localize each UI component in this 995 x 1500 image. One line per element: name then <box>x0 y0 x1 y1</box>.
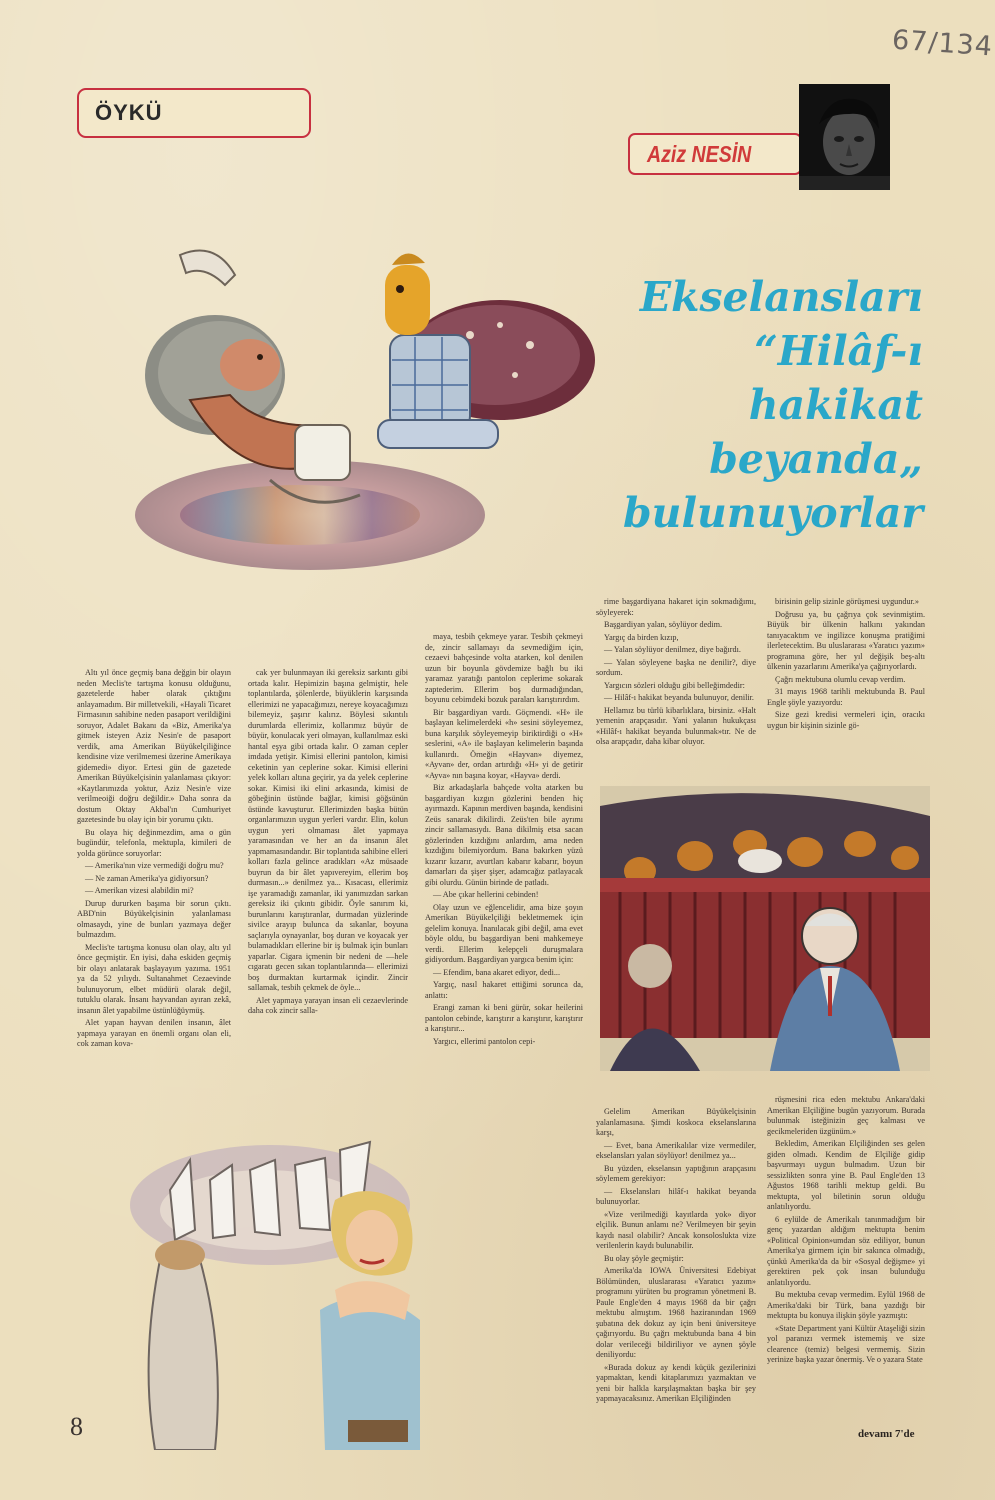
column-4b-paragraph: Amerika'da IOWA Üniversitesi Edebiyat Bölümünden, uluslararası «Yaratıcı yazım» programını yürüten bu programın yönetmeni B. Paule Engle'den 4 mayıs 1968 da bir çağrı mektubu almıştım. 1968 haziranından 1969 şubatına dek dokuz ay için beni üniversiteye çağırıyordu. Bu çağrı mektubunda bana 4 bin dolar verileceği bildiriliyor ve aynen şöyle deniliyordu: <box>596 1266 756 1359</box>
article-column-5-bottom <box>767 1095 925 1420</box>
caveman-and-patron-illustration <box>120 225 620 590</box>
column-3-paragraph: Yargıç, nasıl hakaret ettiğimi sorunca da, anlattı: <box>425 980 583 1000</box>
column-5-paragraph: 31 mayıs 1968 tarihli mektubunda B. Paul Engle şöyle yazıyordu: <box>767 687 925 707</box>
column-5-paragraph: Çağrı mektubuna olumlu cevap verdim. <box>775 674 906 684</box>
column-5b-paragraph: rüşmesini rica eden mektubu Ankara'daki Amerikan Elçiliğine bugün yazıyorum. Burada bulunmak isteğinizin geç kalması ve gecikmeleriden üzgünüm.» <box>767 1095 925 1136</box>
column-5b-paragraph: Bu mektuba cevap vermedim. Eylül 1968 de Amerika'daki bir Türk, bana yazdığı bir mektupta bu konuya ilişkin şöyle yazmıştı: <box>767 1290 925 1320</box>
column-3-paragraph: Biz arkadaşlarla bahçede volta atarken bu başgardiyan kızgın gözlerini benden hiç ayırmazdı. Kapının merdiven başında, kendisini Zeüs sanarak dikilirdi. Zeüs'ten bile ayrımı zincir sallamasıydı. Bana dikilmiş etsa sacan gözlerinden kızdığını anlardım, ama neden kızdığını bilemiyordum. Bana bakırken yüzü kızarır kızarır, avurtları kabarır kabarır, boyun damarları da şişer şişer, adamcağız patlayacak gibi olurdu. Günün birinde de patladı. <box>425 783 583 887</box>
column-4b-paragraph: — Ekselansları hilâf-ı hakikat beyanda bulunuyorlar. <box>596 1186 756 1206</box>
column-2-paragraph: Alet yapmaya yarayan insan eli cezaevlerinde daha cok zincir salla- <box>248 995 408 1015</box>
column-4-paragraph: — Hilâf-ı hakikat beyanda bulunuyor, denilir. <box>604 693 754 702</box>
column-3-paragraph: — Abe çıkar hellerini cebinden! <box>433 890 539 899</box>
article-column-1 <box>77 668 231 1102</box>
speech-bubble-illustration <box>120 1120 440 1450</box>
article-column-4-top <box>596 597 756 777</box>
column-1-paragraph: Durup dururken başıma bir sorun çıktı. ABD'nin Büyükelçisinin yalanlaması olmasaydı, yine de bunları yazmaya değer bulmazdım. <box>77 898 231 939</box>
column-4-paragraph: Hellamız bu türlü kibarlıklara, birsiniz. «Halt yemenin arapçasıdır. Yani yalanın hukukçası «Hilâf-ı hakikat beyanda bulunmak»tır. Ne de olsa arapçadır, daha kibar oluyor. <box>596 705 756 746</box>
author-photo <box>799 84 890 190</box>
column-5-paragraph: birisinin gelip sizinle görüşmesi uygundur.» <box>775 597 919 606</box>
article-column-2 <box>248 668 408 1102</box>
column-4-paragraph: Yargıcın sözleri olduğu gibi belleğimdedir: <box>604 680 745 690</box>
column-4b-paragraph: Bu olay şöyle geçmiştir: <box>604 1253 684 1263</box>
column-5b-paragraph: 6 eylülde de Amerikalı tanınmadığım bir genç yazardan aldığım mektupta benim «Political Opinion»umdan söz ediliyor, bunun Amerika'ya girmem için bir sakınca olmadığı, çünkü Amerika'da da bir «Sosyal değişme» yi gerektiren pek çok insan bulunduğu anlatılıyordu. <box>767 1214 925 1287</box>
column-1-paragraph: Altı yıl önce geçmiş bana değgin bir olayın neden Meclis'te tartışma konusu olduğunu, gazetelerde haber olarak çıktığını anlayamadım. Bir milletvekili, «Hayali Ticaret Firmasının sahibine neden pasaport verildiğini soruyor, Adalet Bakanı da «Biz, Amerika'ya gitmek isteyen Aziz Nesin'e de pasaport verdik, ama Amerikan Büyükelçiliğince kendisine vize verilmemesi üzerine Amerikaya gidemedi» diyor. Ertesi gün de gazetede Amerikan Büyükelçisinin yalanlaması çıkıyor: «Kaytlarımızda yoktur, Aziz Nesin'e vize verilmeoiği doğru değildir.» Daha sonra da dostum Oktay Akbal'ın Cumhuriyet gazetesinde bu olay için bir yorumu çıktı. <box>77 668 231 824</box>
handwritten-annotation: 67/134 <box>891 24 994 63</box>
column-4-paragraph: Yargıç da birden kızıp, <box>604 632 679 642</box>
section-label: ÖYKÜ <box>95 100 163 125</box>
column-1-paragraph: Bu olaya hiç değinmezdim, ama o gün bugündür, telefonla, mektupla, kimileri de yolda görünce soruyorlar: <box>77 827 231 858</box>
column-4b-paragraph: Bu yüzden, ekselansın yaptığının arapçasını söylemem gerekiyor: <box>596 1163 756 1183</box>
column-3-paragraph: Erangi zaman ki beni gürür, sokar heilerini pantolon cebinde, karıştırır a karıştırır, karıştırır a karıştırır... <box>425 1003 583 1033</box>
column-4b-paragraph: «Burada dokuz ay kendi küçük gezilerinizi yapmaktan, kendi kitaplarımızı yazmaktan ve yeni bir halkla karşılaşmaktan başka bir şey yapmayacaksınız. Amerikan Elçiliğinden <box>596 1362 756 1403</box>
article-column-5-top <box>767 597 925 777</box>
headline-line-5: bulunuyorlar <box>623 489 923 537</box>
column-4-paragraph: Başgardiyan yalan, söylüyor dedim. <box>604 620 723 629</box>
headline <box>593 270 923 540</box>
column-1-paragraph: — Amerika'nın vize vermediği doğru mu? <box>85 861 224 870</box>
column-4-paragraph: — Yalan söylüyor denilmez, diye bağırdı. <box>604 645 741 654</box>
column-4-paragraph: rime başgardiyana hakaret için sokmadığımı, söyleyerek: <box>596 597 756 617</box>
column-5-paragraph: Size gezi kredisi vermeleri için, oracıkı uygun bir kişinin sizinle gö- <box>767 710 925 730</box>
article-column-3 <box>425 632 583 1136</box>
column-1-paragraph: Alet yapan hayvan denilen insanın, âlet yapmaya yarayan en önemli organı olan eli, cok zaman kova- <box>77 1018 231 1048</box>
column-3-paragraph: Olay uzun ve eğlencelidir, ama bize şoyın Amerikan Büyükelçiliği bekletmemek için gelelim konuya. İnanılacak gibi değil, ama evet böyle oldu, bu başgardiyan beni mahkemeye verdi. Ellerim kelepçeli duruşmalara gidiyordum. Başgardiyan yargıca benim için: <box>425 902 583 964</box>
headline-line-1: Ekselansları <box>639 273 923 321</box>
headline-line-4: beyanda„ <box>709 435 923 483</box>
article-column-4-bottom <box>596 1107 756 1447</box>
column-4-paragraph: — Yalan söyleyene başka ne denilir?, diye sordum. <box>596 657 756 677</box>
column-5b-paragraph: Bekledim, Amerikan Elçiliğinden ses gelen giden olmadı. Kendim de Elçiliğe gidip başvurmayı uygun bulmadım. Uzun bir sessizlikten sonra yine B. Paul Engle'den 13 Ağustos 1968 tarihli mektup geldi. Bu mektupta, yol biletinin sorun olduğu anlatılıyordu. <box>767 1139 925 1211</box>
page-number: 8 <box>70 1412 83 1441</box>
column-3-paragraph: — Efendim, bana akaret ediyor, dedi... <box>433 967 560 977</box>
headline-line-3: hakikat <box>748 381 923 429</box>
author-name: Aziz NESİN <box>647 141 752 167</box>
curtain-crowd-illustration <box>600 786 930 1071</box>
column-4b-paragraph: — Evet, bana Amerikalılar vize vermediler, ekselansları yalan söylüyor! denilmez ya... <box>596 1140 756 1160</box>
column-3-paragraph: Bir başgardiyan vardı. Göçmendi. «H» ile başlayan kelimelerdeki «h» sesini söyleyemez, buna karşılık söyleyemeyip biriktirdiği o «H» seslerini, «A» ile başlayan kelimelerin başında kullanırdı. Örneğin «Hayvan» diyemez, «Ayvan» der, ordan artırdığı «H» yi de getirir «Ayva» nın başına koyar, «Hayva» derdi. <box>425 707 583 780</box>
column-1-paragraph: — Ne zaman Amerika'ya gidiyorsun? <box>85 873 209 883</box>
column-3-paragraph: Yargıcı, ellerimi pantolon cepi- <box>433 1036 536 1046</box>
continued-note: devamı 7'de <box>858 1428 915 1440</box>
column-5b-paragraph: «State Department yani Kültür Ataşeliği sizin yol paranızı vermek istememiş ve size clearence (temiz) belgesi vermemiş. Sizin yerinize başka yazar önermiş. Ve o yazara State <box>767 1323 925 1364</box>
column-4b-paragraph: «Vize verilmediği kayıtlarda yok» diyor elçilik. Bunun anlamı ne? Verilmeyen bir şeyin kaydı nasıl olabilir? Ancak konsoloslukta vize verilenlerin kaydı bulunabilir. <box>596 1209 756 1250</box>
section-label-box <box>77 88 311 138</box>
column-1-paragraph: Meclis'te tartışma konusu olan olay, altı yıl önce geçmiştir. En iyisi, daha eskiden geçmiş bir olayı anlatarak başlayayım yazıma. 1951 ya da 52 yılıydı. Sultanahmet Cezaevinde bulunuyorum, elbet müdürü olarak değil, tutuklu olarak. İnsanı hayvandan ayıran zekâ, insanın âlet yapabilme üstünlüğüymüş. <box>77 942 231 1015</box>
column-3-paragraph: maya, tesbih çekmeye yarar. Tesbih çekmeyi de, zincir sallamayı da sevmediğim için, cezaevi bahçesinde volta atarken, kol denilen uzun bir boyunla gövdemize bağlı bu iki yaramaz yaratığı pantolon ceplerime sokarak zaptederim. Ellerim boş durmadığından, boyunu cebimdeki bozuk paraları karıştırırdım. <box>425 632 583 704</box>
author-box <box>628 133 802 175</box>
column-5-paragraph: Doğrusu ya, bu çağrıya çok sevinmiştim. Büyük bir ülkenin halkını yakından tanıyacaktım ve ingilizce konuşma pratiğimi ilerletecektim. Bu uluslararası «Yaratıcı yazım» programına göre, her yıl değişik beş-altı ülkenin yazarlarını Amerika'ya çağırıyorlardı. <box>767 609 925 671</box>
column-1-paragraph: — Amerikan vizesi alabildin mi? <box>85 886 194 895</box>
column-2-paragraph: cak yer bulunmayan iki gereksiz sarkıntı gibi ortada kalır. Hepimizin başına gelmiştir, hele toplantılarda, şölenlerde, büyüklerin karşısında ellerimizi ne yapacağımızı, nereye koyacağımızı bilemeyiz, şaşırır kalırız. Böylesi sıkıntılı durumlarda ellerimiz, kollarımız büyür de büyür, konulacak yeri olmayan, kullanılmaz eski hantal eşya gibi ortada kalır. O zaman cepler imdada yetişir. Kimisi ellerini pantolon, kimisi ceketinin yan ceplerine sokar. Kimisi ellerini yelek kolları altına geçirir, ya da yelek ceplerine sokar. Kimisi iki elini arkasında, kimisi de göbeğinin üstünde bağlar, kimisi göğsünün üstünde kavuşturur. Ellerimizden başka bütün organlarımızın uygun yerleri vardır. Elin, kolun uygun yeri olmaması âlet yapmaya yaramasından ve her an da insanın âlet yapmamasındandır. Bir toplantıda sahibine elleri kolları fazla gelince aradıkları «Az müsaade buyrun da bir âlet yapıvereyim, ellerim boş durmasın...» denilmez ya... Kısacası, ellerimiz işe yaramadığı zamanlar, iki yanımızdan sarkan gereksiz iki çıkıntı gibidir. Öyle sanırım ki, burunlarını karıştıranlar, durmadan yüzlerinde sivilce arayıp bulunca da sıkanlar, boyuna saçlarıyla oynayanlar, boş duran ve koyacak yer bulamadıkları ellerine bir iş bulmak için bunları yaparlar. Cigara içmenin bir nedeni de —hele cıgaratı gecen sıkan toplantılarında— ellerimizi boş durmaktan kurtarmak içindir. Zincir sallamak, tesbih çekmek de öyle... <box>248 668 408 992</box>
column-4b-paragraph: Gelelim Amerikan Büyükelçisinin yalanlamasına. Şimdi koskoca ekselanslarına karşı, <box>596 1107 756 1137</box>
headline-line-2: “Hilâf-ı <box>754 327 923 375</box>
